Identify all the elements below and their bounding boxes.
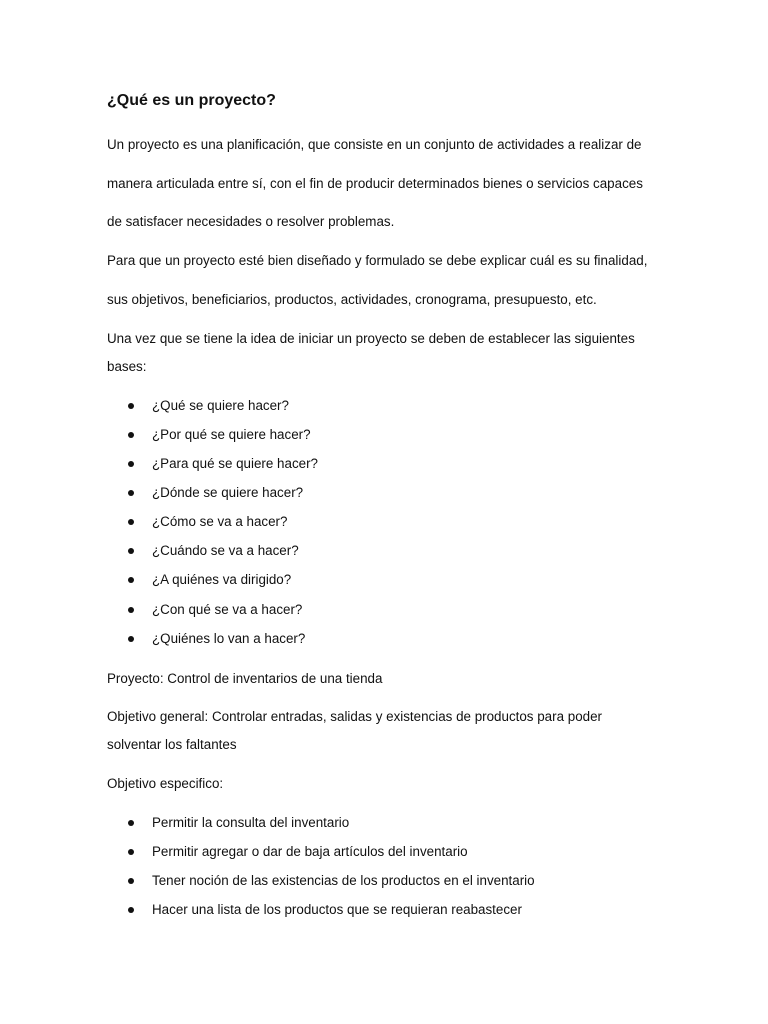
intro-line-2: manera articulada entre sí, con el fin de producir determinados bienes o servicios capaces bbox=[107, 176, 643, 191]
general-objective-line-2: solventar los faltantes bbox=[107, 737, 237, 752]
bullet-icon bbox=[128, 403, 134, 409]
bullet-icon bbox=[128, 820, 134, 826]
question-text: ¿Para qué se quiere hacer? bbox=[152, 456, 318, 471]
intro-line-1: Un proyecto es una planificación, que consiste en un conjunto de actividades a realizar de bbox=[107, 137, 642, 152]
bullet-icon bbox=[128, 432, 134, 438]
page-title: ¿Qué es un proyecto? bbox=[107, 92, 276, 109]
list-item bbox=[128, 455, 318, 473]
objective-text: Permitir agregar o dar de baja artículos del inventario bbox=[152, 844, 468, 859]
question-text: ¿Dónde se quiere hacer? bbox=[152, 485, 304, 500]
list-item bbox=[128, 901, 522, 919]
question-text: ¿Qué se quiere hacer? bbox=[152, 398, 289, 413]
list-item bbox=[128, 542, 299, 560]
question-text: ¿Quiénes lo van a hacer? bbox=[152, 631, 306, 646]
objective-text: Tener noción de las existencias de los productos en el inventario bbox=[152, 873, 535, 888]
list-item bbox=[128, 630, 305, 648]
project-line: Proyecto: Control de inventarios de una tienda bbox=[107, 671, 383, 686]
specific-objective-label: Objetivo especifico: bbox=[107, 776, 224, 791]
design-line-2: sus objetivos, beneficiarios, productos, actividades, cronograma, presupuesto, etc. bbox=[107, 292, 597, 307]
list-item bbox=[128, 571, 291, 589]
list-item bbox=[128, 601, 302, 619]
bullet-icon bbox=[128, 461, 134, 467]
list-item bbox=[128, 426, 311, 444]
bullet-icon bbox=[128, 636, 134, 642]
bullet-icon bbox=[128, 607, 134, 613]
question-text: ¿Con qué se va a hacer? bbox=[152, 602, 303, 617]
list-item bbox=[128, 397, 289, 415]
list-item bbox=[128, 843, 468, 861]
bases-line-2: bases: bbox=[107, 359, 147, 374]
bullet-icon bbox=[128, 577, 134, 583]
bullet-icon bbox=[128, 490, 134, 496]
bullet-icon bbox=[128, 519, 134, 525]
question-text: ¿Cómo se va a hacer? bbox=[152, 514, 288, 529]
list-item bbox=[128, 513, 287, 531]
bullet-icon bbox=[128, 907, 134, 913]
question-text: ¿Por qué se quiere hacer? bbox=[152, 427, 311, 442]
list-item bbox=[128, 484, 303, 502]
list-item bbox=[128, 814, 349, 832]
bullet-icon bbox=[128, 548, 134, 554]
objective-text: Permitir la consulta del inventario bbox=[152, 815, 350, 830]
design-line-1: Para que un proyecto esté bien diseñado y formulado se debe explicar cuál es su finalidad, bbox=[107, 253, 648, 268]
bullet-icon bbox=[128, 878, 134, 884]
question-text: ¿Cuándo se va a hacer? bbox=[152, 543, 299, 558]
bullet-icon bbox=[128, 849, 134, 855]
list-item bbox=[128, 872, 535, 890]
question-text: ¿A quiénes va dirigido? bbox=[152, 572, 292, 587]
intro-line-3: de satisfacer necesidades o resolver problemas. bbox=[107, 214, 395, 229]
general-objective-line-1: Objetivo general: Controlar entradas, salidas y existencias de productos para poder bbox=[107, 709, 602, 724]
bases-line-1: Una vez que se tiene la idea de iniciar un proyecto se deben de establecer las siguientes bbox=[107, 331, 635, 346]
objective-text: Hacer una lista de los productos que se requieran reabastecer bbox=[152, 902, 522, 917]
